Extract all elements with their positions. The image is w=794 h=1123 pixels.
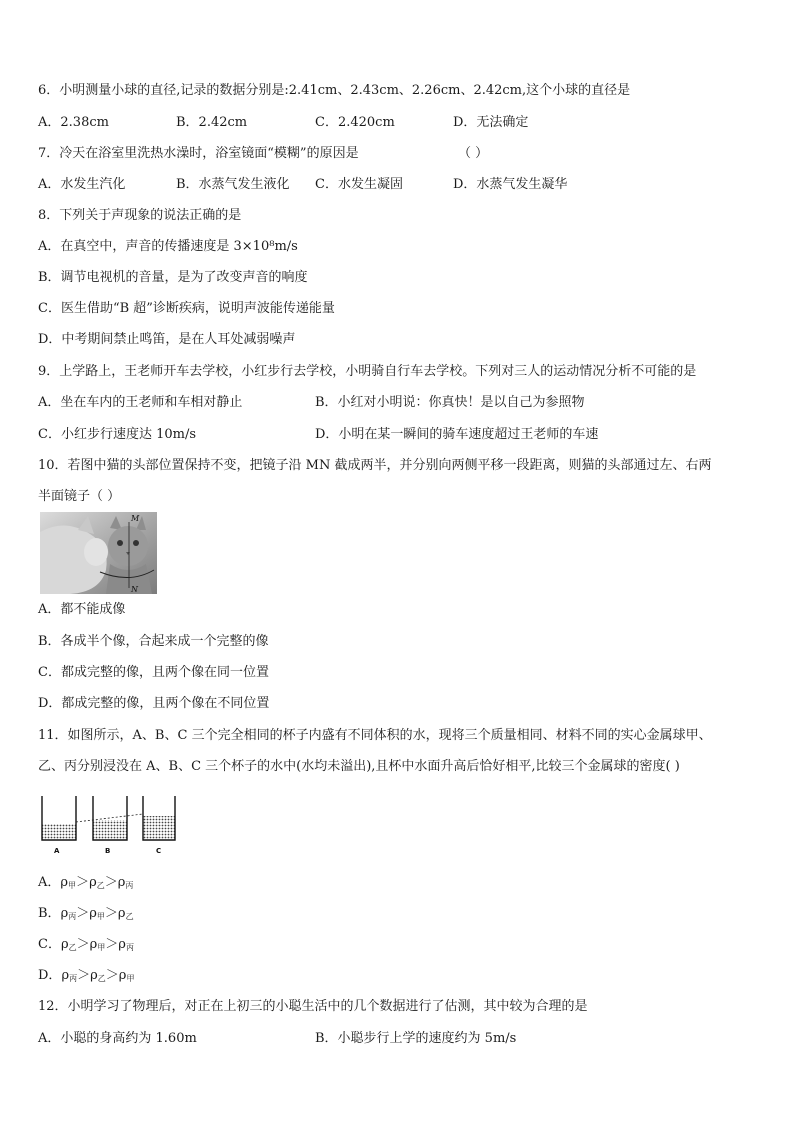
q9-option-d[interactable]: D．小明在某一瞬间的骑车速度超过王老师的车速 [315, 427, 599, 442]
q8-option-c[interactable]: C．医生借助“B 超”诊断疾病，说明声波能传递能量 [38, 301, 335, 316]
cup-a-water [42, 824, 76, 840]
option-letter: D． [38, 968, 62, 983]
q7-option-d[interactable]: D．水蒸气发生凝华 [453, 177, 568, 192]
rho-subscript: 丙 [68, 912, 77, 921]
rho-subscript: 乙 [97, 974, 106, 983]
rho-symbol: ρ [117, 875, 126, 890]
cup-label-a: A [54, 847, 60, 855]
q12-option-a[interactable]: A．小聪的身高约为 1.60m [38, 1031, 197, 1046]
rho-subscript: 乙 [96, 881, 105, 890]
q11-option-c[interactable] [38, 936, 134, 957]
mirror-cat-head [108, 526, 148, 566]
mirror-cat-eye-right [133, 540, 139, 546]
label-n: N [131, 585, 138, 594]
rho-subscript: 甲 [96, 912, 105, 921]
rho-symbol: ρ [60, 875, 69, 890]
rho-symbol: ρ [60, 937, 69, 952]
question-11-stem-line2: 乙、丙分别浸没在 A、B、C 三个杯子的水中(水均未溢出),且杯中水面升高后恰好相平,比较三个金属球的密度( ) [38, 759, 680, 774]
q8-option-d[interactable]: D．中考期间禁止鸣笛，是在人耳处减弱噪声 [38, 332, 296, 347]
cup-c-water [143, 816, 175, 840]
q6-option-a[interactable]: A．2.38cm [38, 115, 109, 130]
q6-option-c[interactable]: C．2.420cm [315, 115, 395, 130]
q7-option-a[interactable]: A．水发生汽化 [38, 177, 126, 192]
rho-symbol: ρ [118, 968, 127, 983]
q12-option-b[interactable]: B．小聪步行上学的速度约为 5m/s [315, 1031, 517, 1046]
greater-than: ＞ [105, 968, 119, 983]
question-9-stem: 9．上学路上，王老师开车去学校，小红步行去学校，小明骑自行车去学校。下列对三人的运动情况分析不可能的是 [38, 364, 697, 379]
cup-b-water [93, 820, 127, 840]
question-8-stem: 8．下列关于声现象的说法正确的是 [38, 208, 242, 223]
rho-symbol: ρ [61, 968, 70, 983]
q11-option-a[interactable] [38, 874, 133, 895]
rho-subscript: 甲 [97, 943, 106, 952]
q10-option-a[interactable]: A．都不能成像 [38, 602, 126, 617]
greater-than: ＞ [76, 875, 90, 890]
q10-option-c[interactable]: C．都成完整的像，且两个像在同一位置 [38, 665, 269, 680]
q9-option-c[interactable]: C．小红步行速度达 10m/s [38, 427, 196, 442]
cup-c [143, 796, 175, 840]
rho-symbol: ρ [60, 906, 69, 921]
greater-than: ＞ [105, 937, 119, 952]
cat-head [84, 538, 108, 566]
rho-symbol: ρ [89, 875, 97, 890]
cup-b [93, 796, 127, 840]
question-11-stem-line1: 11．如图所示，A、B、C 三个完全相同的杯子内盛有不同体积的水，现将三个质量相同、材料不同的实心金属球甲、 [38, 728, 712, 743]
cup-a [42, 796, 76, 840]
greater-than: ＞ [104, 875, 118, 890]
q10-option-b[interactable]: B．各成半个像，合起来成一个完整的像 [38, 634, 269, 649]
option-letter: B． [38, 906, 61, 921]
rho-symbol: ρ [90, 968, 98, 983]
greater-than: ＞ [76, 937, 90, 952]
q6-option-d[interactable]: D．无法确定 [453, 115, 529, 130]
q8-option-b[interactable]: B．调节电视机的音量，是为了改变声音的响度 [38, 270, 308, 285]
rho-symbol: ρ [118, 937, 126, 952]
q11-option-d[interactable] [38, 967, 134, 988]
rho-symbol: ρ [89, 906, 97, 921]
greater-than: ＞ [104, 906, 118, 921]
cup-label-c: C [156, 847, 162, 855]
rho-subscript: 丙 [125, 881, 134, 890]
greater-than: ＞ [77, 968, 91, 983]
question-7-stem: 7．冷天在浴室里洗热水澡时，浴室镜面“模糊”的原因是 [38, 146, 359, 161]
q9-option-b[interactable]: B．小红对小明说：你真快！是以自己为参照物 [315, 395, 585, 410]
q7-option-b[interactable]: B．水蒸气发生液化 [176, 177, 290, 192]
cat-mirror-figure [40, 512, 157, 594]
rho-subscript: 丙 [125, 943, 134, 952]
rho-subscript: 甲 [126, 974, 135, 983]
option-letter: A． [38, 875, 61, 890]
rho-subscript: 丙 [69, 974, 78, 983]
question-10-stem-line2: 半面镜子（ ） [38, 489, 121, 504]
q6-option-b[interactable]: B．2.42cm [176, 115, 248, 130]
q10-option-d[interactable]: D．都成完整的像，且两个像在不同位置 [38, 696, 270, 711]
question-6-stem: 6．小明测量小球的直径,记录的数据分别是:2.41cm、2.43cm、2.26cm、2.42cm,这个小球的直径是 [38, 83, 631, 98]
q9-option-a[interactable]: A．坐在车内的王老师和车相对静止 [38, 395, 243, 410]
q7-answer-blank: （ ） [458, 146, 489, 161]
q8-option-a[interactable]: A．在真空中，声音的传播速度是 3×10⁸m/s [38, 239, 298, 254]
question-10-stem-line1: 10．若图中猫的头部位置保持不变，把镜子沿 MN 截成两半，并分别向两侧平移一段距离，则猫的头部通过左、右两 [38, 458, 712, 473]
greater-than: ＞ [76, 906, 90, 921]
three-cups-figure [38, 794, 178, 856]
cup-label-b: B [105, 847, 111, 855]
rho-subscript: 乙 [68, 943, 77, 952]
question-12-stem: 12．小明学习了物理后，对正在上初三的小聪生活中的几个数据进行了估测，其中较为合理的是 [38, 999, 588, 1014]
q7-option-c[interactable]: C．水发生凝固 [315, 177, 403, 192]
rho-symbol: ρ [89, 937, 98, 952]
mirror-cat-eye-left [117, 540, 123, 546]
q11-option-b[interactable] [38, 905, 134, 926]
rho-subscript: 甲 [68, 881, 77, 890]
rho-symbol: ρ [117, 906, 126, 921]
option-letter: C． [38, 937, 61, 952]
rho-subscript: 乙 [125, 912, 134, 921]
label-m: M [131, 514, 140, 523]
